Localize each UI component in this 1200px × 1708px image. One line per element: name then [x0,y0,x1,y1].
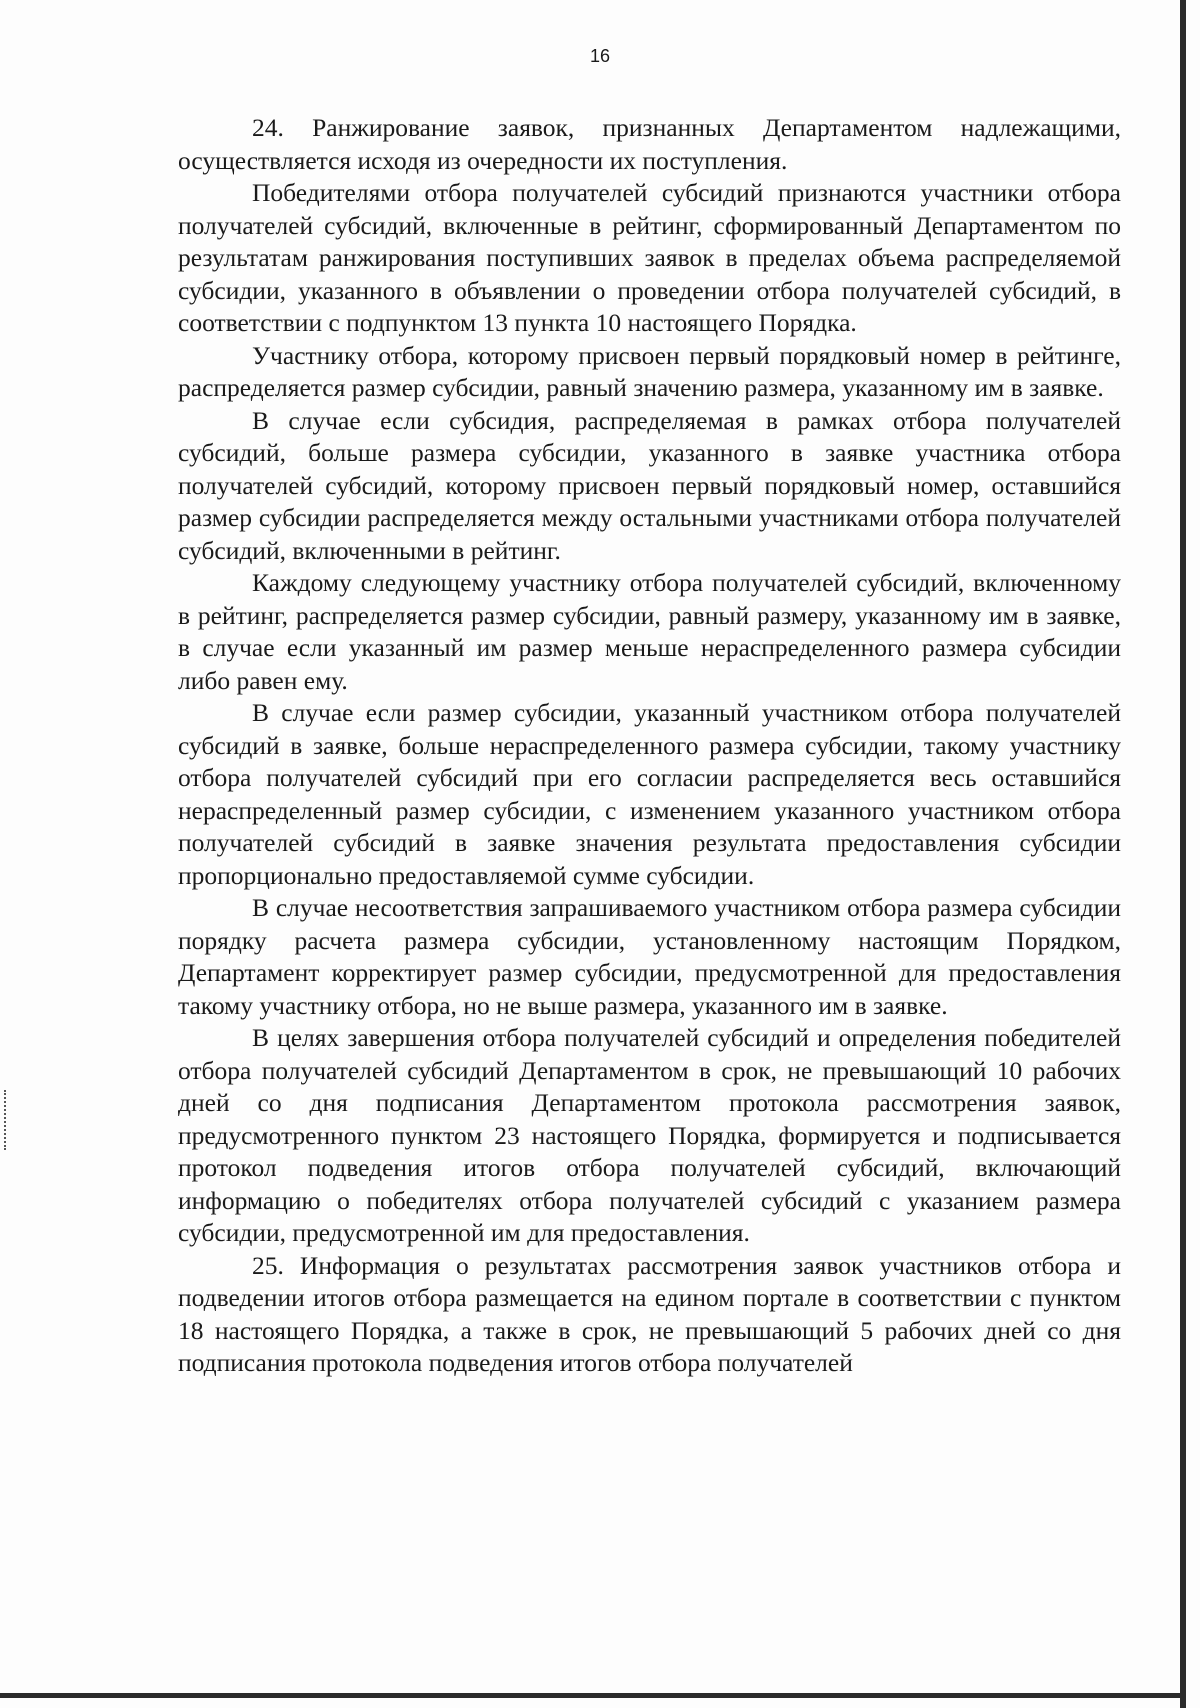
paragraph-winners: Победителями отбора получателей субсидий признаются участники отбора получателей субсидий, включенные в рейтинг, сформированный Департаментом по результатам ранжирования поступивших заявок в пределах объема распределяемой субсидии, указанного в объявлении о проведении отбора получателей субсидий, в соответствии с подпунктом 13 пункта 10 настоящего Порядка. [178,178,1121,337]
paragraph-protocol: В целях завершения отбора получателей субсидий и определения победителей отбора получателей субсидий Департаментом в срок, не превышающий 10 рабочих дней со дня подписания Департаментом протокола рассмотрения заявок, предусмотренного пунктом 23 настоящего Порядка, формируется и подписывается протокол подведения итогов отбора получателей субсидий, включающий информацию о победителях отбора получателей субсидий с указанием размера субсидии, предусмотренной им для предоставления. [178,1023,1121,1247]
paragraph-remaining-distribution: В случае если субсидия, распределяемая в рамках отбора получателей субсидий, больше размера субсидии, указанного в заявке участника отбора получателей субсидий, которому присвоен первый порядковый номер, оставшийся размер субсидии распределяется между остальными участниками отбора получателей субсидий, включенными в рейтинг. [178,405,1121,565]
page-number: 16 [589,46,611,66]
scan-edge-bottom [0,1693,1186,1698]
paragraph-24: 24. Ранжирование заявок, признанных Департаментом надлежащими, осуществляется исходя из очередности их поступления. [178,113,1121,175]
paragraph-mismatch: В случае несоответствия запрашиваемого участником отбора размера субсидии порядку расчета размера субсидии, установленному настоящим Порядком, Департамент корректирует размер субсидии, предусмотренной для предоставления такому участнику отбора, но не выше размера, указанного им в заявке. [178,893,1121,1020]
paragraph-first-rank: Участнику отбора, которому присвоен первый порядковый номер в рейтинге, распределяется размер субсидии, равный значению размера, указанному им в заявке. [178,340,1121,402]
scan-edge-right [1180,0,1186,1708]
paragraph-next-participant: Каждому следующему участнику отбора получателей субсидий, включенному в рейтинг, распределяется размер субсидии, равный размеру, указанному им в заявке, в случае если указанный им размер меньше нераспределенного размера субсидии либо равен ему. [178,568,1121,695]
paragraph-25: 25. Информация о результатах рассмотрения заявок участников отбора и подведении итогов отбора размещается на едином портале в соответствии с пунктом 18 настоящего Порядка, а также в срок, не превышающий 5 рабочих дней со дня подписания протокола подведения итогов отбора получателей [178,1250,1121,1377]
paragraph-excess-request: В случае если размер субсидии, указанный участником отбора получателей субсидий в заявке, больше нераспределенного размера субсидии, такому участнику отбора получателей субсидий при его согласии распределяется весь оставшийся нераспределенный размер субсидии, с изменением указанного участником отбора получателей субсидий в заявке значения результата предоставления субсидии пропорционально предоставляемой сумме субсидии. [178,698,1121,890]
scan-margin-marks [4,1090,8,1150]
document-body [178,112,1121,1380]
